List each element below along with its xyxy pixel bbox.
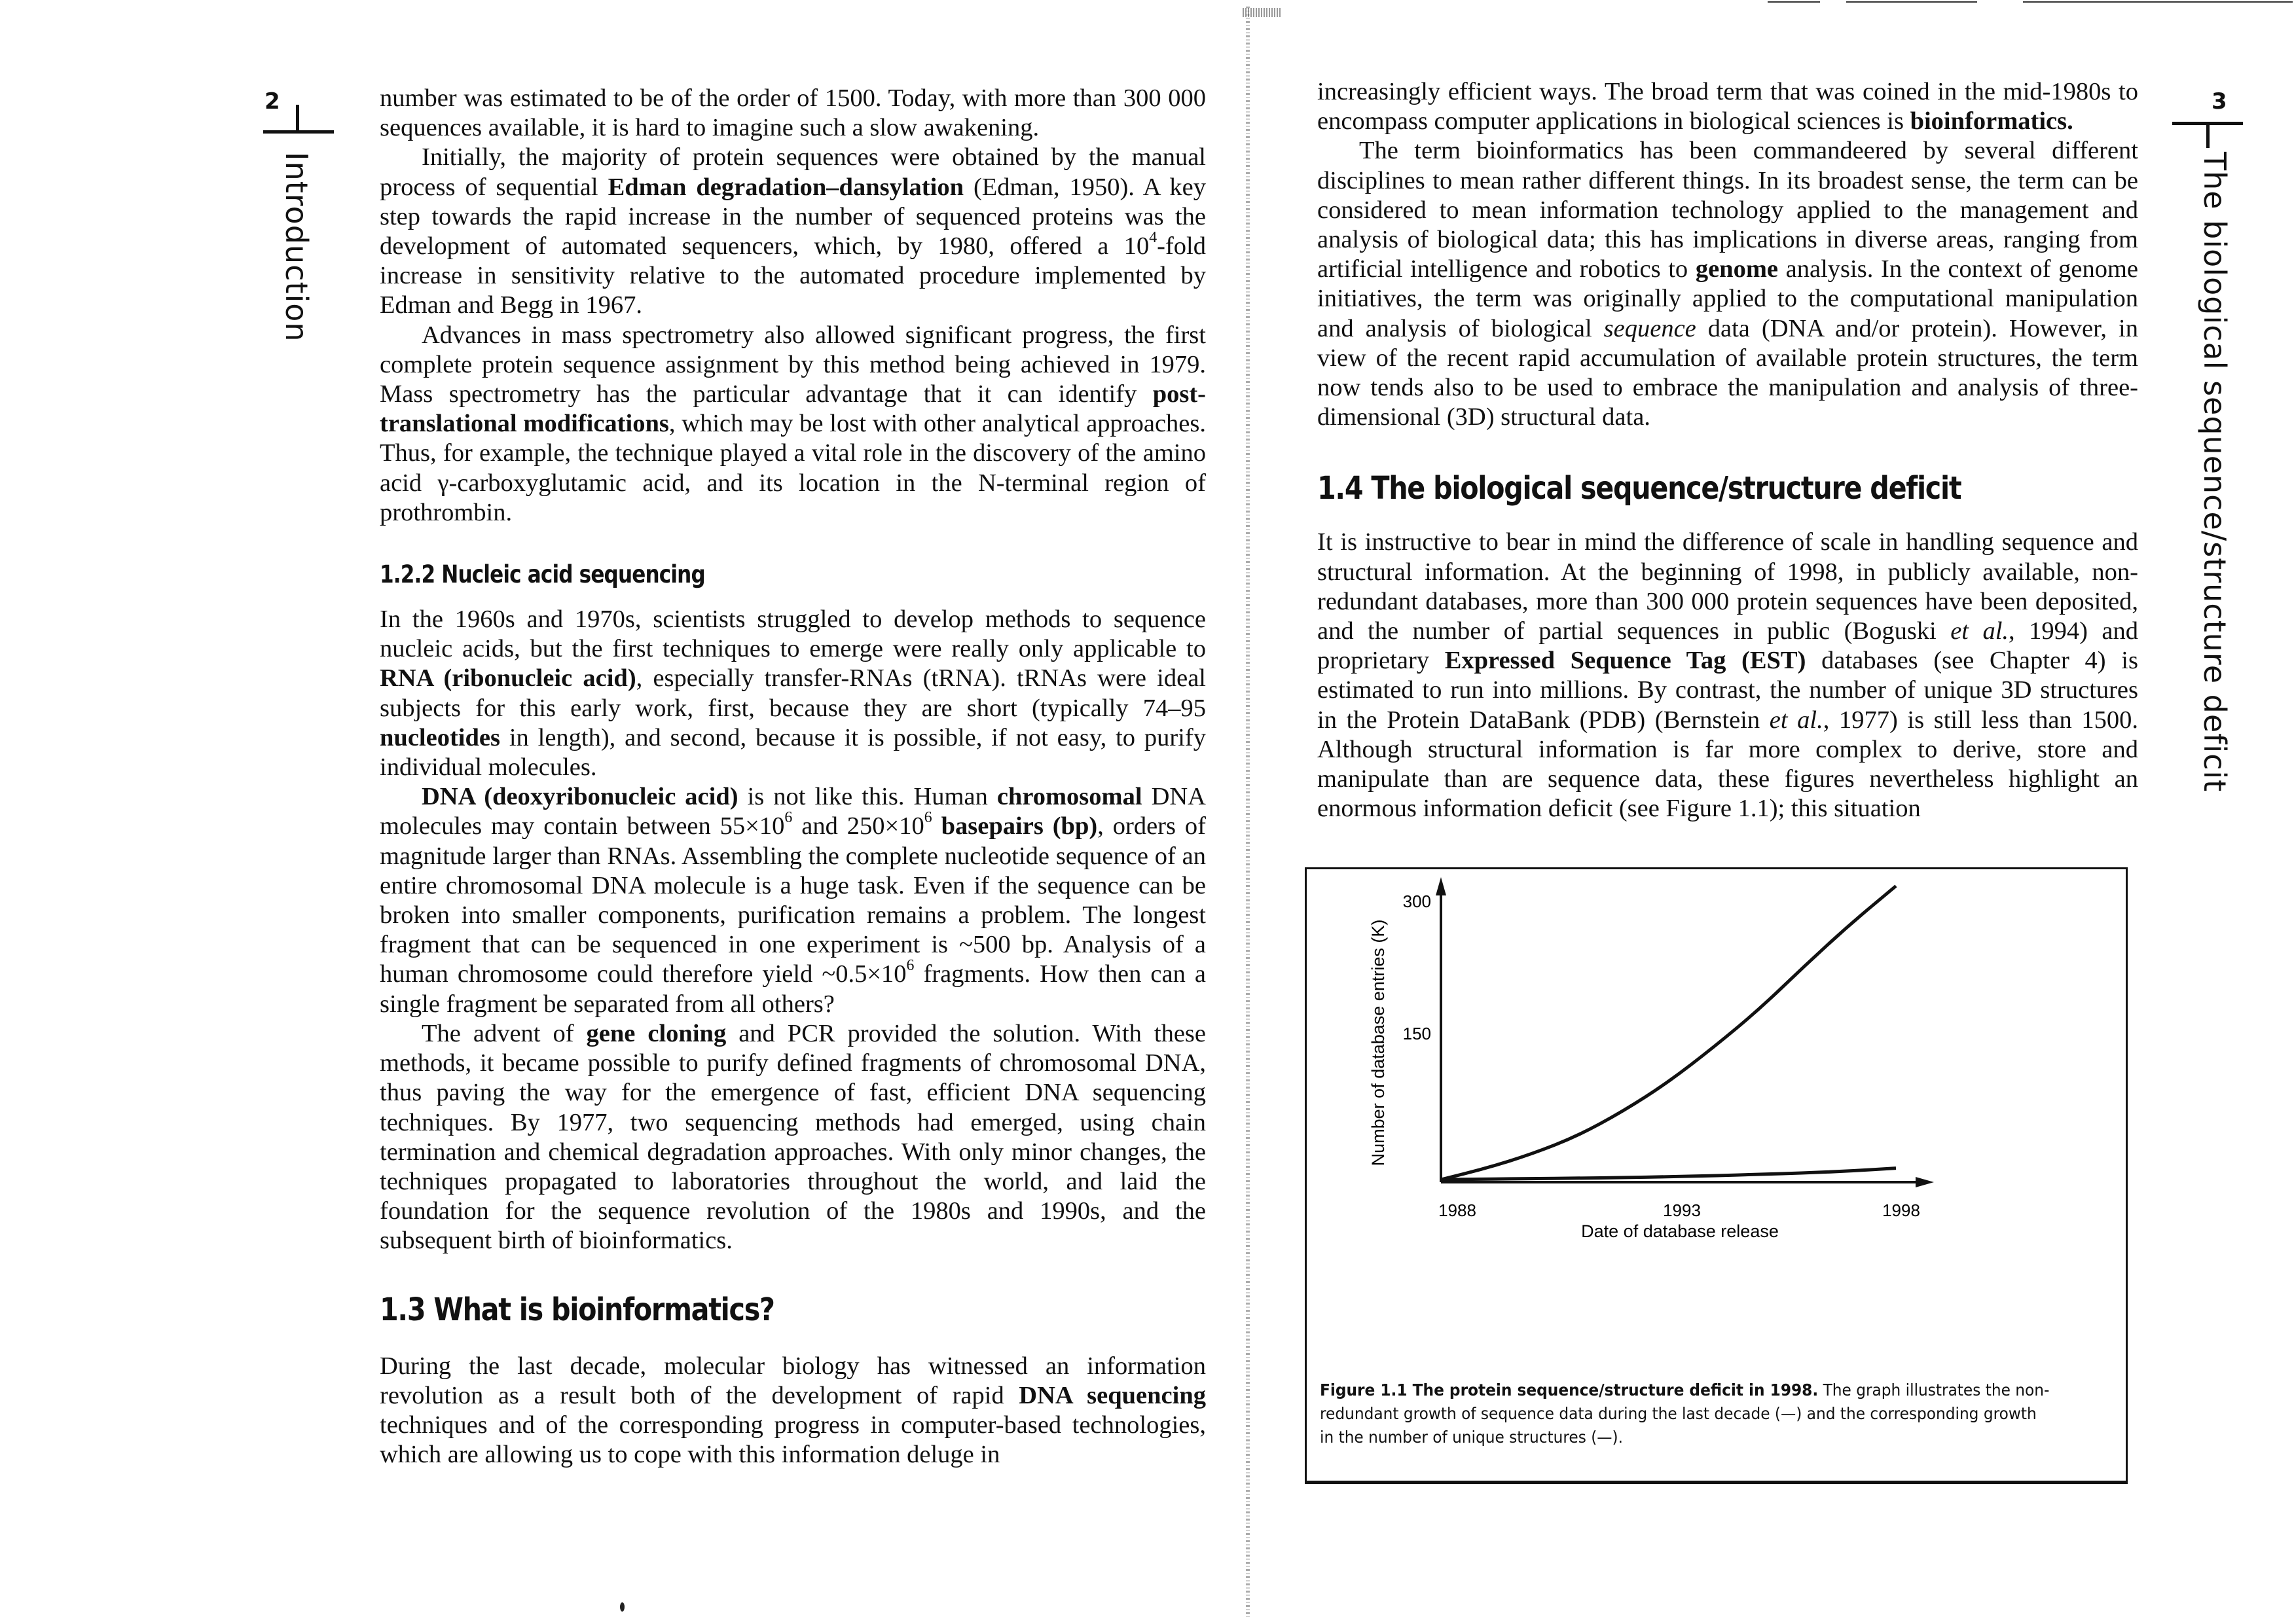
y-tick-label: 300 <box>1402 892 1431 911</box>
paragraph: Initially, the majority of protein sequences were obtained by the manual process of sequential Edman degradation–dansylation (Edman, 1950). A key step towards the rapid increase in the number of sequenced proteins was the development of automated sequencers, which, by 1980, offered a $10^4$-fold increase in sensitivity relative to the automated procedure implemented by Edman and Begg in 1967. <box>380 143 1206 319</box>
scan-edge-line <box>1846 1 1977 3</box>
figure-1-1 <box>1305 867 2128 1484</box>
running-head-bar-right <box>2206 122 2210 148</box>
book-gutter <box>1246 7 1250 1617</box>
y-axis-arrow-icon <box>1436 877 1446 895</box>
paragraph: DNA (deoxyribonucleic acid) is not like this. Human chromosomal DNA molecules may contain between $55\times 10^6$ and $250\times 10^6$ basepairs (bp), orders of magnitude larger than RNAs. Assembling the complete nucleotide sequence of an entire chromosomal DNA molecule is a huge task. Even if the sequence can be broken into smaller components, purification remains a problem. The longest fragment that can be sequenced in one experiment is ~500 bp. Analysis of a human chromosome could therefore yield $\sim 0.5\times 10^6$ fragments. How then can a single fragment be separated from all others? <box>380 783 1206 1018</box>
page-number-right: 3 <box>2212 88 2227 115</box>
x-axis-label: Date of database release <box>1581 1221 1779 1241</box>
key-term: post-translational modifications <box>380 380 1206 438</box>
running-head-left: Introduction <box>279 152 314 342</box>
paragraph: increasingly efficient ways. The broad term that was coined in the mid-1980s to encompass computer applications in biological sciences is bioinformatics. <box>1317 78 2138 135</box>
paragraph: During the last decade, molecular biology has witnessed an information revolution as a result both of the development of rapid DNA sequencing techniques and of the corresponding progress in computer-based technologies, which are allowing us to cope with this information deluge in <box>380 1352 1206 1469</box>
key-term: RNA (ribonucleic acid) <box>380 664 636 693</box>
key-term: DNA (deoxyribonucleic acid) <box>422 783 738 811</box>
figure-caption: Figure 1.1 The protein sequence/structure deficit in 1998. The graph illustrates the non-redundant growth of sequence data during the last decade (—) and the corresponding growth in the number of unique structures (—). <box>1320 1380 2050 1447</box>
x-tick-label: 1993 <box>1663 1200 1701 1220</box>
sequence-growth-line <box>1441 886 1896 1180</box>
scan-edge-line <box>1768 1 1820 3</box>
key-term: Expressed Sequence Tag (EST) <box>1444 647 1806 675</box>
paragraph: The term bioinformatics has been commandeered by several different disciplines to mean rather different things. In its broadest sense, the term can be considered to mean information technology applied to the management and analysis of biological data; this has implications in diverse areas, ranging from artificial intelligence and robotics to genome analysis. In the context of genome initiatives, the term was originally applied to the computational manipulation and analysis of biological sequence data (DNA and/or protein). However, in view of the recent rapid accumulation of available protein structures, the term now tends also to be used to embrace the manipulation and analysis of three-dimensional (3D) structural data. <box>1317 137 2139 431</box>
sequence-structure-chart <box>1307 869 2130 1367</box>
paragraph: Advances in mass spectrometry also allowed significant progress, the first complete protein sequence assignment by this method being achieved in 1979. Mass spectrometry has the particular advantage that it can identify post-translational modifications, which may be lost with other analytical approaches. Thus, for example, the technique played a vital role in the discovery of the amino acid γ-carboxyglutamic acid, and its location in the N-terminal region of prothrombin. <box>380 321 1207 526</box>
page-number-left: 2 <box>264 88 280 115</box>
section-heading: 1.4 The biological sequence/structure deficit <box>1317 470 1961 507</box>
paragraph: It is instructive to bear in mind the difference of scale in handling sequence and structural information. At the beginning of 1998, in publicly available, non-redundant databases, more than 300 000 protein sequences have been deposited, and the number of partial sequences in public (Boguski et al., 1994) and proprietary Expressed Sequence Tag (EST) databases (see Chapter 4) is estimated to run into millions. By contrast, the number of unique 3D structures in the Protein DataBank (PDB) (Bernstein et al., 1977) is still less than 1500. Although structural information is far more complex to derive, store and manipulate than are sequence data, these figures nevertheless highlight an enormous information deficit (see Figure 1.1); this situation <box>1317 528 2139 823</box>
y-axis-label: Number of database entries (K) <box>1368 919 1388 1166</box>
key-term: chromosomal <box>996 783 1142 811</box>
figure-label: Figure 1.1 The protein sequence/structure deficit in 1998. <box>1320 1380 1819 1399</box>
scan-speck <box>620 1602 625 1612</box>
section-heading: 1.3 What is bioinformatics? <box>380 1291 774 1328</box>
paragraph: number was estimated to be of the order of 1500. Today, with more than 300 000 sequences available, it is hard to imagine such a slow awakening. <box>380 84 1206 142</box>
key-term: genome <box>1695 255 1779 283</box>
emphasis: sequence <box>1603 314 1696 342</box>
key-term: gene cloning <box>586 1019 727 1047</box>
right-page-body <box>1317 77 2138 823</box>
x-tick-label: 1998 <box>1882 1200 1920 1220</box>
running-head-right: The biological sequence/structure deficit <box>2197 152 2232 793</box>
left-page-body <box>380 84 1206 1470</box>
paragraph: In the 1960s and 1970s, scientists struggled to develop methods to sequence nucleic acids, but the first techniques to emerge were really only applicable to RNA (ribonucleic acid), especially transfer-RNAs (tRNA). tRNAs were ideal subjects for this early work, first, because they are short (typically 74–95 nucleotides in length), and second, because it is possible, if not easy, to purify individual molecules. <box>380 605 1206 782</box>
x-axis-arrow-icon <box>1916 1177 1934 1187</box>
scan-edge-line <box>2023 1 2293 3</box>
key-term: basepairs (bp) <box>932 812 1098 840</box>
y-tick-label: 150 <box>1402 1024 1431 1043</box>
x-tick-label: 1988 <box>1438 1200 1476 1220</box>
key-term: bioinformatics. <box>1910 107 2073 135</box>
paragraph: The advent of gene cloning and PCR provided the solution. With these methods, it became possible to purify defined fragments of chromosomal DNA, thus paving the way for the emergence of fast, efficient DNA sequencing techniques. By 1977, two sequencing methods had emerged, using chain termination and chemical degradation approaches. With only minor changes, the techniques propagated to laboratories throughout the world, and laid the foundation for the sequence revolution of the 1980s and 1990s, and the subsequent birth of bioinformatics. <box>380 1019 1206 1255</box>
key-term: DNA sequencing <box>1019 1381 1206 1409</box>
running-head-bar-left <box>296 105 299 131</box>
key-term: Edman degradation–dansylation <box>608 173 964 201</box>
gutter-scan-artifact <box>1243 8 1282 17</box>
structure-growth-line <box>1441 1168 1896 1180</box>
key-term: nucleotides <box>380 723 500 751</box>
subsection-heading: 1.2.2 Nucleic acid sequencing <box>380 560 705 589</box>
